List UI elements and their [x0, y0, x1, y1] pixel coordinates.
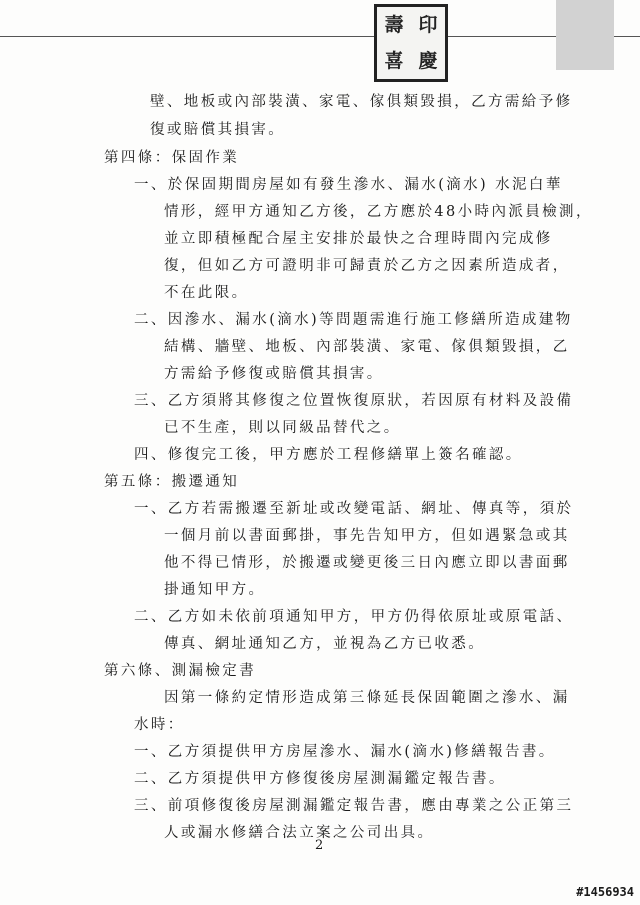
body-line: 不在此限。 — [164, 285, 249, 301]
body-line: 復，但如乙方可證明非可歸責於乙方之因素所造成者， — [164, 258, 570, 274]
body-line: 並立即積極配合屋主安排於最快之合理時間內完成修 — [164, 231, 553, 247]
company-seal — [374, 4, 448, 82]
seal-char: 印 — [418, 13, 438, 36]
seal-char: 慶 — [418, 49, 438, 72]
document-id: #1456934 — [576, 885, 634, 899]
body-line: 一、於保固期間房屋如有發生滲水、漏水(滴水) 水泥白華 — [134, 177, 563, 193]
body-line: 四、修復完工後，甲方應於工程修繕單上簽名確認。 — [134, 447, 523, 463]
body-line: 掛通知甲方。 — [164, 582, 266, 598]
article-heading: 第六條、測漏檢定書 — [104, 663, 257, 679]
body-line: 他不得已情形，於搬遷或變更後三日內應立即以書面郵 — [164, 555, 570, 571]
body-line: 二、乙方須提供甲方修復後房屋測漏鑑定報告書。 — [134, 771, 506, 787]
article-heading: 第四條：保固作業 — [104, 150, 240, 166]
body-line: 方需給予修復或賠償其損害。 — [164, 366, 384, 382]
body-line: 一個月前以書面郵掛，事先告知甲方，但如遇緊急或其 — [164, 528, 570, 544]
body-line: 二、因滲水、漏水(滴水)等問題需進行施工修繕所造成建物 — [134, 312, 573, 328]
body-line: 因第一條約定情形造成第三條延長保固範圍之滲水、漏 — [164, 690, 570, 706]
body-line: 已不生產，則以同級品替代之。 — [164, 420, 401, 436]
page-number: 2 — [315, 838, 324, 853]
body-line: 一、乙方若需搬遷至新址或改變電話、網址、傳真等，須於 — [134, 501, 574, 517]
body-line: 壁、地板或內部裝潢、家電、傢俱類毀損，乙方需給予修 — [150, 94, 573, 110]
seal-char: 壽 — [384, 13, 404, 36]
body-line: 情形，經甲方通知乙方後，乙方應於48小時內派員檢測， — [164, 204, 593, 220]
body-line: 水時： — [134, 717, 185, 733]
header-rule — [0, 36, 640, 37]
body-line: 三、前項修復後房屋測漏鑑定報告書，應由專業之公正第三 — [134, 798, 574, 814]
redacted-area — [556, 0, 614, 70]
body-line: 人或漏水修繕合法立案之公司出具。 — [164, 825, 435, 841]
body-line: 結構、牆壁、地板、內部裝潢、家電、傢俱類毀損，乙 — [164, 339, 570, 355]
body-line: 一、乙方須提供甲方房屋滲水、漏水(滴水)修繕報告書。 — [134, 744, 556, 760]
seal-char: 喜 — [384, 49, 404, 72]
body-line: 復或賠償其損害。 — [150, 122, 286, 138]
body-line: 三、乙方須將其修復之位置恢復原狀，若因原有材料及設備 — [134, 393, 574, 409]
body-line: 傳真、網址通知乙方，並視為乙方已收悉。 — [164, 636, 486, 652]
body-line: 二、乙方如未依前項通知甲方，甲方仍得依原址或原電話、 — [134, 609, 574, 625]
article-heading: 第五條：搬遷通知 — [104, 474, 240, 490]
